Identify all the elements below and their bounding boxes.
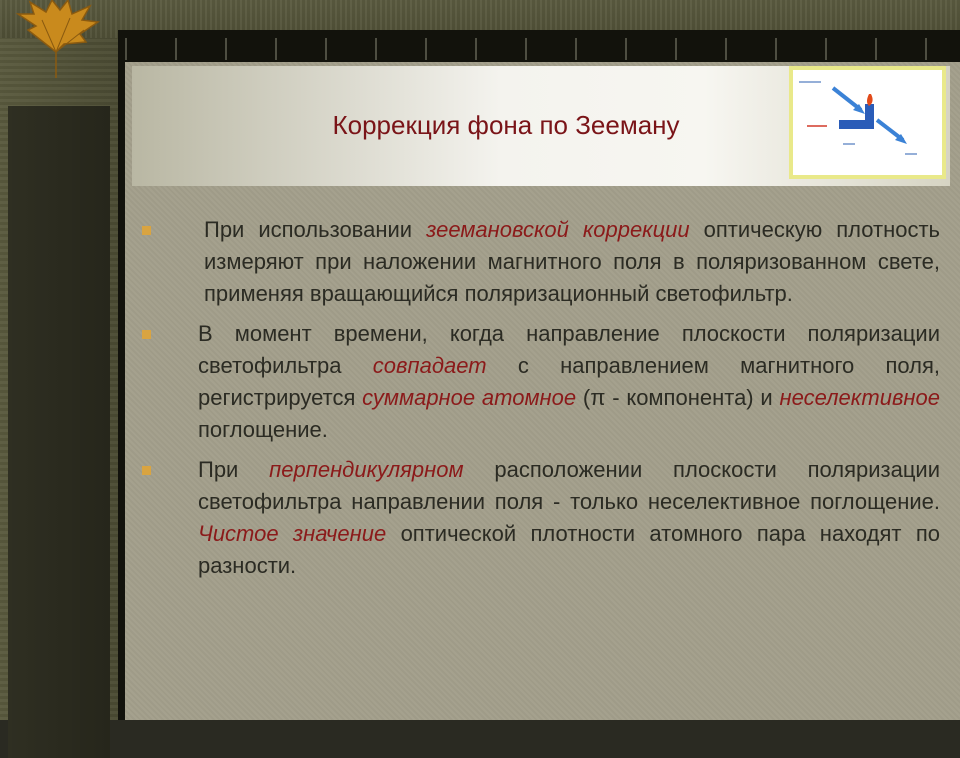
- bullet-item: [140, 318, 940, 446]
- emphasis-text: неселективное: [779, 385, 940, 410]
- bullet-marker-icon: [142, 466, 151, 475]
- bullet-text-part: с направлением магнитного поля, регистрируется: [198, 353, 941, 410]
- emphasis-text: зеемановской коррекции: [426, 217, 690, 242]
- bullet-marker-icon: [142, 330, 151, 339]
- bullet-text-part: При использовании: [204, 217, 427, 242]
- emphasis-text: совпадает: [372, 353, 487, 378]
- frame-left: [0, 38, 118, 720]
- frame-left-inner: [8, 106, 110, 758]
- bullet-text-part: В момент времени, когда направление плоскости поляризации светофильтра: [198, 321, 940, 378]
- emphasis-text: суммарное атомное: [362, 385, 577, 410]
- bullet-text: [198, 454, 940, 582]
- slide-title: Коррекция фона по Зееману: [332, 110, 680, 140]
- maple-leaf-icon: [6, 0, 106, 82]
- bullet-text-part: оптической плотности атомного пара находят по разности.: [198, 521, 940, 578]
- bullet-text-part: оптическую плотность измеряют при наложении магнитного поля в поляризованном свете, применяя вращающийся поляризационный светофильтр.: [204, 217, 940, 306]
- frame-dashes: [125, 38, 955, 60]
- bullet-item: [140, 214, 940, 310]
- emphasis-text: перпендикулярном: [269, 457, 464, 482]
- bullet-marker-icon: [142, 226, 151, 235]
- bullet-text-part: поглощение.: [198, 417, 328, 442]
- bullet-text: [204, 214, 940, 310]
- bullet-text-part: При: [198, 457, 270, 482]
- bullet-text: [198, 318, 940, 446]
- bullet-text-part: расположении плоскости поляризации светофильтра направлении поля - только неселективное поглощение.: [198, 457, 941, 514]
- slide-content: [140, 214, 940, 590]
- bullet-text-part: (π - компонента) и: [576, 385, 780, 410]
- zeeman-diagram-icon: [789, 66, 946, 179]
- emphasis-text: Чистое значение: [198, 521, 387, 546]
- bullet-item: [140, 454, 940, 582]
